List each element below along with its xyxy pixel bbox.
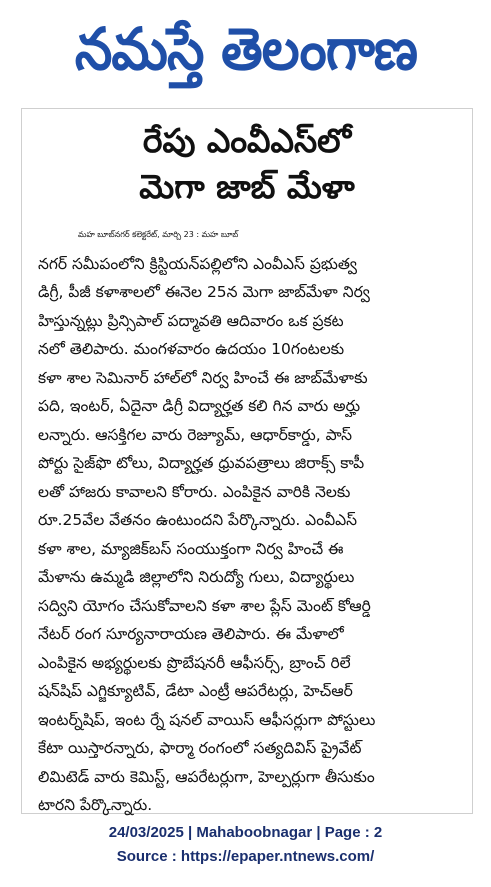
article-body [38, 221, 464, 820]
article-line: కేటా యిస్తారన్నారు, ఫార్మా రంగంలో సత్యదివిస్ ప్రైవేట్ [38, 739, 362, 757]
article-line: కళా శాల సెమినార్ హాల్‌లో నిర్వ హించే ఈ జాబ్‌మేళాకు [38, 368, 368, 387]
article-line: మేళాను ఉమ్మడి జిల్లాలోని నిరుద్యో గులు, విద్యార్థులు [38, 568, 355, 586]
headline-line-2: మెగా జాబ్ మేళా [139, 167, 355, 206]
article-line: హిస్తున్నట్లు ప్రిన్సిపాల్ పద్మావతి ఆదివారం ఒక ప్రకట [38, 311, 344, 330]
footer-source: Source : https://epaper.ntnews.com/ [116, 848, 375, 865]
article-line: లతో హాజరు కావాలని కోరారు. ఎంపికైన వారికి నెలకు [38, 482, 351, 501]
article-line: నలో తెలిపారు. మంగళవారం ఉదయం 10గంటలకు [38, 340, 345, 358]
article-line: పోర్టు సైజ్‌ఫొ టోలు, విద్యార్హత ధ్రువపత్రాలు జిరాక్స్ కాపీ [38, 454, 365, 472]
article-line: ఎంపికైన అభ్యర్థులకు ప్రొబేషనరీ ఆఫీసర్స్, బ్రాంచ్ రిలే [38, 653, 351, 672]
article-line: కళా శాల, మ్యాజిక్‌బస్ సంయుక్తంగా నిర్వ హించే ఈ [38, 539, 344, 558]
article-line: లన్నారు. ఆసక్తిగల వారు రెజ్యూమ్, ఆధార్‌కార్డు, పాస్ [38, 425, 353, 444]
article-line: రూ.25వేల వేతనం ఉంటుందని పేర్కొన్నారు. ఎంవీఎస్ [38, 511, 357, 529]
footer-date-edition: 24/03/2025 | Mahaboobnagar | Page : 2 [108, 824, 383, 841]
article-line: డిగ్రీ, పీజీ కళాశాలలో ఈనెల 25న మెగా జాబ్‌మేళా నిర్వ [38, 283, 370, 301]
article-line: పది, ఇంటర్, ఏదైనా డిగ్రీ విద్యార్హత కలి గిన వారు అర్హు [38, 397, 361, 415]
article-line: మహ బూబ్‌నగర్ కలెక్టరేట్, మార్చి 23 : మహ బూబ్ [78, 230, 239, 239]
article-line: ఇంటర్న్‌షిప్, ఇంట ర్నే షనల్ వాయిస్ ఆఫీసర్లుగా పోస్టులు [38, 710, 376, 729]
article-line: నగర్ సమీపంలోని క్రిస్టియన్‌పల్లిలోని ఎంవీఎస్ ప్రభుత్వ [38, 254, 357, 273]
headline-line-1: రేపు ఎంవీఎస్‌లో [142, 121, 352, 160]
article-line: షన్‌షిప్ ఎగ్జిక్యూటివ్, డేటా ఎంట్రీ ఆపరేటర్లు, హెచ్‌ఆర్ [38, 682, 353, 700]
newspaper-title: నమస్తే తెలంగాణ [74, 15, 417, 83]
news-clipping [21, 108, 473, 814]
masthead [0, 0, 491, 98]
article-line: లిమిటెడ్ వారు కెమిస్ట్, ఆపరేటర్లుగా, హెల్పర్లుగా తీసుకుం [38, 767, 375, 786]
article-line: సద్విని యోగం చేసుకోవాలని కళా శాల ప్లేస్ మెంట్ కోఆర్డి [38, 596, 371, 615]
article-line: నేటర్ రంగ సూర్యనారాయణ తెలిపారు. ఈ మేళాలో [38, 625, 344, 643]
article-line: టారని పేర్కొన్నారు. [38, 796, 153, 814]
